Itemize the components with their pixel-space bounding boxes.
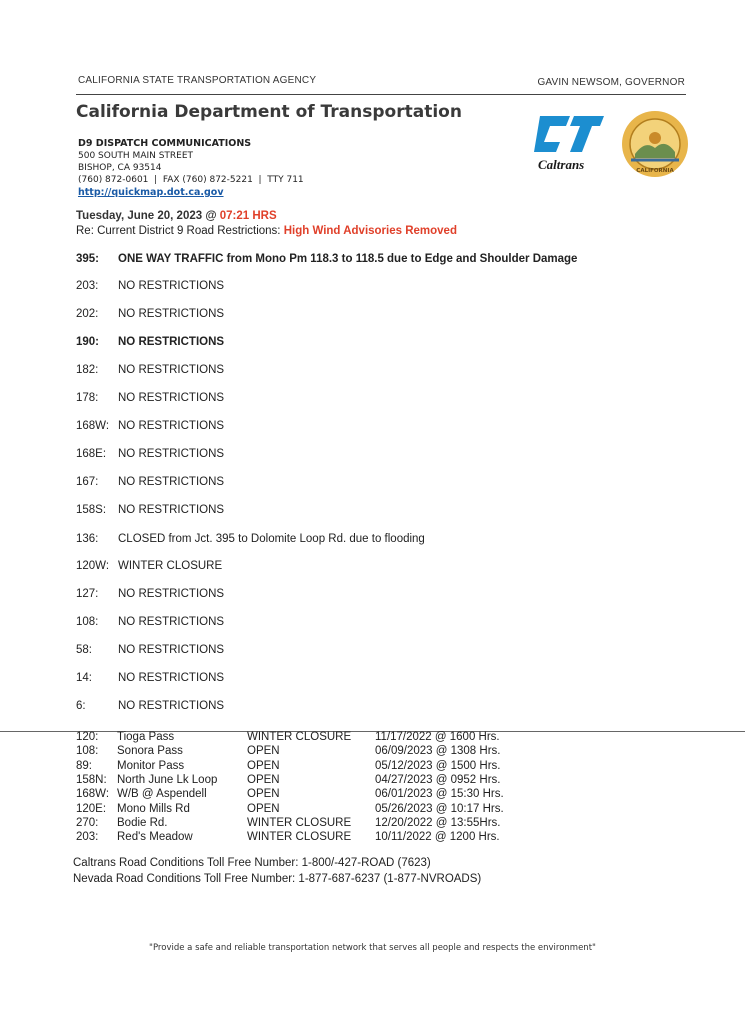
route-status: NO RESTRICTIONS	[118, 644, 225, 656]
route-row	[76, 504, 224, 516]
pass-route: 168W:	[76, 788, 110, 801]
pass-date: 06/01/2023 @ 15:30 Hrs.	[375, 788, 504, 801]
route-number: 6:	[76, 700, 86, 712]
pass-row	[76, 817, 596, 831]
route-status: NO RESTRICTIONS	[118, 280, 225, 292]
caltrans-road-conditions: Caltrans Road Conditions Toll Free Number: 1-800/-427-ROAD (7623)	[73, 857, 431, 869]
route-row	[76, 364, 224, 376]
report-date-text: Tuesday, June 20, 2023 @	[76, 210, 220, 222]
route-number: 168W:	[76, 420, 110, 432]
route-status: NO RESTRICTIONS	[118, 588, 225, 600]
route-status: NO RESTRICTIONS	[118, 700, 225, 712]
report-subject	[76, 225, 457, 237]
pass-row	[76, 760, 596, 774]
report-subject-highlight: High Wind Advisories Removed	[283, 225, 457, 237]
report-subject-text: Re: Current District 9 Road Restrictions:	[76, 225, 284, 237]
route-number: 158S:	[76, 504, 107, 516]
route-number: 178:	[76, 392, 99, 404]
report-time: 07:21 HRS	[219, 210, 277, 222]
pass-row	[76, 788, 596, 802]
route-row	[76, 616, 224, 628]
route-row	[76, 253, 577, 265]
route-row	[76, 672, 224, 684]
governor-name: GAVIN NEWSOM, GOVERNOR	[537, 77, 685, 88]
pass-status: WINTER CLOSURE	[247, 831, 352, 844]
pass-name: North June Lk Loop	[117, 773, 218, 786]
route-number: 108:	[76, 616, 99, 628]
pass-date: 06/09/2023 @ 1308 Hrs.	[375, 745, 501, 758]
pass-date: 04/27/2023 @ 0952 Hrs.	[375, 773, 501, 786]
pass-status: WINTER CLOSURE	[247, 816, 352, 829]
route-number: 202:	[76, 308, 99, 320]
route-row	[76, 308, 224, 320]
route-number: 182:	[76, 364, 99, 376]
pass-row	[76, 745, 596, 759]
pass-status: OPEN	[247, 788, 280, 801]
pass-status: WINTER CLOSURE	[247, 731, 352, 743]
route-status: NO RESTRICTIONS	[118, 672, 225, 684]
office-city: BISHOP, CA 93514	[78, 163, 162, 173]
route-number: 203:	[76, 280, 99, 292]
report-date	[76, 210, 277, 222]
pass-status: OPEN	[247, 759, 280, 772]
route-row	[76, 533, 425, 545]
department-title: California Department of Transportation	[76, 102, 462, 122]
route-status: NO RESTRICTIONS	[118, 616, 225, 628]
route-number: 58:	[76, 644, 92, 656]
pass-name: Sonora Pass	[117, 745, 183, 758]
route-number: 14:	[76, 672, 92, 684]
pass-route: 270:	[76, 816, 99, 829]
route-status: NO RESTRICTIONS	[118, 420, 225, 432]
route-row	[76, 448, 224, 460]
route-status: NO RESTRICTIONS	[118, 504, 225, 516]
route-row	[76, 392, 224, 404]
route-row	[76, 588, 224, 600]
route-row	[76, 476, 224, 488]
route-number: 136:	[76, 533, 99, 545]
pass-date: 10/11/2022 @ 1200 Hrs.	[375, 831, 500, 844]
route-number: 190:	[76, 336, 100, 348]
quickmap-link[interactable]: http://quickmap.dot.ca.gov	[78, 187, 224, 198]
route-status: NO RESTRICTIONS	[118, 448, 225, 460]
pass-date: 05/12/2023 @ 1500 Hrs.	[375, 759, 501, 772]
pass-date: 05/26/2023 @ 10:17 Hrs.	[375, 802, 504, 815]
office-phones: (760) 872-0601 | FAX (760) 872-5221 | TTY 711	[78, 175, 304, 185]
header-divider	[76, 94, 686, 95]
office-name: D9 DISPATCH COMMUNICATIONS	[78, 138, 252, 149]
pass-status: OPEN	[247, 802, 280, 815]
route-status: NO RESTRICTIONS	[118, 364, 225, 376]
seal-text: CALIFORNIA	[636, 168, 674, 174]
route-number: 120W:	[76, 560, 110, 572]
pass-route: 203:	[76, 831, 99, 844]
pass-row	[76, 831, 596, 845]
pass-date: 12/20/2022 @ 13:55Hrs.	[375, 816, 501, 829]
route-status: ONE WAY TRAFFIC from Mono Pm 118.3 to 118.5 due to Edge and Shoulder Damage	[118, 253, 578, 265]
pass-name: Red's Meadow	[117, 831, 193, 844]
route-row	[76, 560, 222, 572]
route-number: 127:	[76, 588, 99, 600]
pass-name: Monitor Pass	[117, 759, 185, 772]
route-row	[76, 644, 224, 656]
california-seal	[621, 110, 689, 178]
pass-status: OPEN	[247, 745, 280, 758]
route-row	[76, 280, 224, 292]
caltrans-logo-text: Caltrans	[538, 157, 585, 172]
agency-name: CALIFORNIA STATE TRANSPORTATION AGENCY	[78, 75, 317, 86]
pass-name: Mono Mills Rd	[117, 802, 190, 815]
route-number: 167:	[76, 476, 99, 488]
route-status: CLOSED from Jct. 395 to Dolomite Loop Rd. due to flooding	[118, 533, 425, 545]
route-row	[76, 700, 224, 712]
mission-statement: "Provide a safe and reliable transportation network that serves all people and respects the environment"	[149, 943, 596, 953]
pass-name: W/B @ Aspendell	[117, 788, 207, 801]
pass-date: 11/17/2022 @ 1600 Hrs.	[375, 731, 500, 743]
pass-row	[76, 803, 596, 817]
route-number: 168E:	[76, 448, 107, 460]
pass-name: Tioga Pass	[117, 731, 175, 743]
pass-route: 120:	[76, 731, 99, 743]
pass-route: 120E:	[76, 802, 107, 815]
pass-row	[76, 774, 596, 788]
route-row	[76, 336, 224, 348]
caltrans-logo	[530, 112, 608, 174]
pass-name: Bodie Rd.	[117, 816, 168, 829]
office-street: 500 SOUTH MAIN STREET	[78, 151, 194, 161]
route-status: NO RESTRICTIONS	[118, 392, 225, 404]
route-status: NO RESTRICTIONS	[118, 336, 225, 348]
pass-row	[76, 731, 596, 745]
pass-route: 108:	[76, 745, 99, 758]
route-status: WINTER CLOSURE	[118, 560, 223, 572]
pass-status: OPEN	[247, 773, 280, 786]
pass-route: 158N:	[76, 773, 107, 786]
route-status: NO RESTRICTIONS	[118, 476, 225, 488]
route-status: NO RESTRICTIONS	[118, 308, 225, 320]
pass-route: 89:	[76, 759, 92, 772]
route-number: 395:	[76, 253, 100, 265]
route-row	[76, 420, 224, 432]
nevada-road-conditions: Nevada Road Conditions Toll Free Number: 1-877-687-6237 (1-877-NVROADS)	[73, 873, 482, 885]
